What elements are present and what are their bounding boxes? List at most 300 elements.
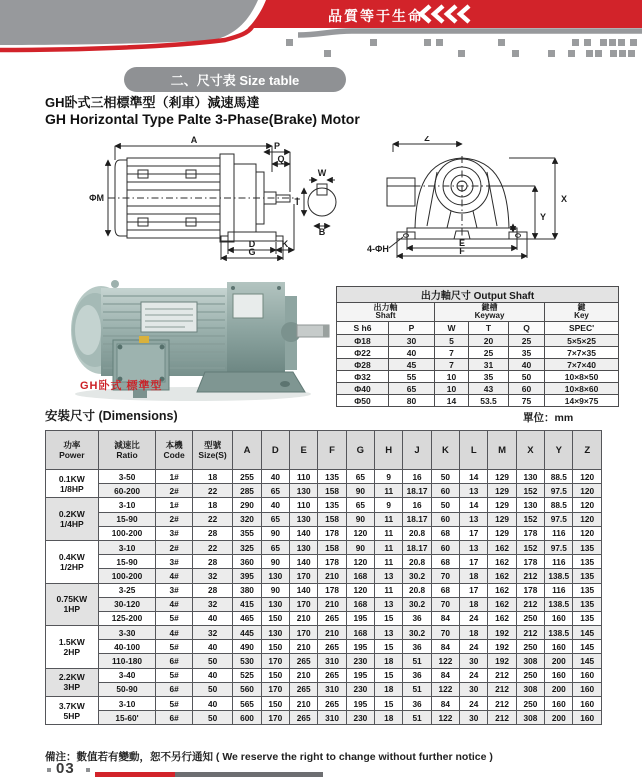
front-view-diagram: [365, 136, 600, 261]
cell: 200: [545, 682, 573, 696]
cell: 152: [516, 484, 544, 498]
cell: 310: [318, 654, 346, 668]
cell: 18: [192, 470, 233, 484]
cell: 60-200: [98, 484, 156, 498]
table-row: [46, 640, 602, 654]
column-header: SPEC': [545, 322, 619, 335]
cell: 162: [488, 540, 516, 554]
cell: 35: [469, 371, 509, 383]
cell: 13: [375, 597, 403, 611]
cell: 560: [233, 682, 261, 696]
cell: 170: [261, 682, 289, 696]
cell: 525: [233, 668, 261, 682]
cell: 40: [509, 359, 545, 371]
cell: 212: [488, 697, 516, 711]
cell: 355: [233, 526, 261, 540]
cell: 97.5: [545, 540, 573, 554]
cell: 13: [375, 569, 403, 583]
cell: 68: [431, 526, 459, 540]
column-header: Z: [573, 431, 602, 470]
cell: 212: [516, 569, 544, 583]
cell: 380: [233, 583, 261, 597]
cell: 84: [431, 640, 459, 654]
cell: 18: [375, 682, 403, 696]
cell: 120: [346, 555, 374, 569]
cell: 10×8×60: [545, 383, 619, 395]
cell: 31: [469, 359, 509, 371]
cell: 145: [573, 640, 602, 654]
cell: 50: [431, 498, 459, 512]
cell: 178: [516, 583, 544, 597]
cell: 120: [573, 498, 602, 512]
cell: 13: [460, 540, 488, 554]
table-row: [46, 498, 602, 512]
cell: 7: [435, 359, 469, 371]
cell: 120: [573, 470, 602, 484]
column-header: T: [469, 322, 509, 335]
cell: 565: [233, 697, 261, 711]
cell: 100-200: [98, 569, 156, 583]
cell: 120: [573, 526, 602, 540]
cell: 600: [233, 711, 261, 725]
cell: 160: [573, 711, 602, 725]
cell: 116: [545, 583, 573, 597]
cell: 490: [233, 640, 261, 654]
table-row: [46, 626, 602, 640]
cell: 3#: [156, 583, 192, 597]
cell: Φ28: [337, 359, 389, 371]
cell: 250: [516, 640, 544, 654]
cell: 84: [431, 697, 459, 711]
cell: 15-90: [98, 555, 156, 569]
cell: 178: [318, 555, 346, 569]
deco-squares-pattern: [270, 38, 642, 60]
cell: 162: [488, 583, 516, 597]
cell: 250: [516, 668, 544, 682]
cell: 130: [516, 470, 544, 484]
cell: 130: [290, 540, 318, 554]
dimensions-header-row: [46, 431, 602, 470]
cell: 24: [460, 697, 488, 711]
cell: 130: [261, 569, 289, 583]
output-shaft-header-row: [337, 322, 619, 335]
table-row: [46, 540, 602, 554]
cell: 40: [389, 347, 435, 359]
cell: 265: [318, 668, 346, 682]
table-row: [46, 711, 602, 725]
cell: 158: [318, 512, 346, 526]
dimensions-table: [45, 430, 602, 725]
cell: 43: [469, 383, 509, 395]
cell: 11: [375, 512, 403, 526]
svg-text:F: F: [459, 246, 465, 256]
cell: 465: [233, 611, 261, 625]
column-group-header: 鍵槽 Keyway: [435, 303, 545, 322]
cell: 150: [261, 611, 289, 625]
cell: 5#: [156, 668, 192, 682]
cell: 160: [573, 668, 602, 682]
cell: 16: [403, 470, 431, 484]
table-row: [46, 697, 602, 711]
dimensions-label: 安裝尺寸 (Dimensions): [45, 409, 178, 423]
table-row: [46, 611, 602, 625]
column-header: F: [318, 431, 346, 470]
cell: 135: [573, 555, 602, 569]
cell: 290: [233, 498, 261, 512]
cell: 135: [573, 540, 602, 554]
cell: 28: [192, 555, 233, 569]
cell: 2#: [156, 512, 192, 526]
cell: 16: [403, 498, 431, 512]
cell: 11: [375, 484, 403, 498]
cell: 210: [318, 626, 346, 640]
cell: 195: [346, 611, 374, 625]
title-zh: GH卧式三相標準型（剎車）減速馬達: [45, 95, 260, 110]
cell: 140: [290, 583, 318, 597]
cell: 51: [403, 711, 431, 725]
table-row: [46, 470, 602, 484]
cell: 6#: [156, 711, 192, 725]
column-header: P: [389, 322, 435, 335]
cell: 120: [346, 583, 374, 597]
cell: 265: [318, 697, 346, 711]
cell: 18.17: [403, 512, 431, 526]
column-header: M: [488, 431, 516, 470]
table-row: [337, 371, 619, 383]
cell: 32: [192, 597, 233, 611]
cell: 122: [431, 711, 459, 725]
column-group-header: 出力軸 Shaft: [337, 303, 435, 322]
cell: 178: [318, 583, 346, 597]
cell: 18: [375, 711, 403, 725]
cell: 2#: [156, 484, 192, 498]
cell: 212: [488, 668, 516, 682]
cell: 129: [488, 526, 516, 540]
power-cell: 0.75KW 1HP: [46, 583, 99, 626]
banner-slogan: 品質等于生命: [328, 8, 424, 24]
cell: 40: [261, 498, 289, 512]
column-header: L: [460, 431, 488, 470]
cell: 24: [460, 611, 488, 625]
cell: 265: [290, 682, 318, 696]
cell: 212: [488, 682, 516, 696]
cell: 129: [488, 498, 516, 512]
cell: 60: [509, 383, 545, 395]
cell: 135: [573, 583, 602, 597]
cell: 138.5: [545, 626, 573, 640]
cell: 308: [516, 711, 544, 725]
column-header: W: [435, 322, 469, 335]
cell: 65: [389, 383, 435, 395]
cell: 250: [516, 697, 544, 711]
cell: 129: [488, 484, 516, 498]
cell: 110-180: [98, 654, 156, 668]
photo-caption: GH卧式 標準型: [80, 380, 163, 392]
cell: 162: [488, 555, 516, 569]
cell: 84: [431, 611, 459, 625]
cell: 170: [261, 654, 289, 668]
cell: 15: [375, 697, 403, 711]
cell: 116: [545, 526, 573, 540]
cell: 3-10: [98, 498, 156, 512]
cell: 100-200: [98, 526, 156, 540]
cell: 40-100: [98, 640, 156, 654]
table-row: [46, 555, 602, 569]
chevrons-icon: [418, 4, 474, 24]
column-header: Q: [509, 322, 545, 335]
cell: 97.5: [545, 484, 573, 498]
cell: 7×7×35: [545, 347, 619, 359]
table-row: [46, 484, 602, 498]
cell: 168: [346, 569, 374, 583]
cell: 530: [233, 654, 261, 668]
cell: 36: [403, 668, 431, 682]
cell: 158: [318, 540, 346, 554]
cell: 70: [431, 569, 459, 583]
output-shaft-title: 出力軸尺寸 Output Shaft: [337, 287, 619, 303]
cell: 88.5: [545, 470, 573, 484]
cell: 122: [431, 682, 459, 696]
cell: 210: [318, 597, 346, 611]
cell: 36: [403, 640, 431, 654]
cell: 1#: [156, 498, 192, 512]
cell: 130: [261, 597, 289, 611]
cell: 60: [431, 484, 459, 498]
cell: 60: [431, 540, 459, 554]
cell: 140: [290, 526, 318, 540]
cell: 11: [375, 583, 403, 597]
cell: 90: [346, 540, 374, 554]
svg-text:P: P: [273, 141, 281, 151]
cell: 20: [469, 335, 509, 347]
cell: 170: [290, 569, 318, 583]
cell: 17: [460, 526, 488, 540]
cell: 24: [460, 668, 488, 682]
cell: 40: [261, 470, 289, 484]
cell: 210: [290, 668, 318, 682]
cell: 18.17: [403, 484, 431, 498]
cell: 50: [192, 711, 233, 725]
cell: 10×8×50: [545, 371, 619, 383]
cell: 22: [192, 484, 233, 498]
cell: 130: [290, 484, 318, 498]
cell: 6#: [156, 682, 192, 696]
svg-text:K: K: [281, 239, 289, 249]
cell: 360: [233, 555, 261, 569]
cell: 152: [516, 512, 544, 526]
cell: 192: [488, 626, 516, 640]
svg-text:W: W: [317, 168, 327, 178]
cell: 160: [545, 611, 573, 625]
cell: 18: [460, 569, 488, 583]
cell: 50: [192, 654, 233, 668]
table-row: [337, 383, 619, 395]
cell: 28: [192, 526, 233, 540]
cell: 15: [375, 611, 403, 625]
column-header: J: [403, 431, 431, 470]
cell: 50-90: [98, 682, 156, 696]
cell: 310: [318, 711, 346, 725]
cell: 195: [346, 697, 374, 711]
svg-text:E: E: [458, 238, 466, 248]
footer-bar-red: [95, 772, 175, 777]
cell: 15: [375, 668, 403, 682]
cell: 6#: [156, 654, 192, 668]
cell: 135: [573, 597, 602, 611]
column-header: X: [516, 431, 544, 470]
svg-text:Z: Z: [424, 136, 430, 143]
cell: 17: [460, 555, 488, 569]
cell: 24: [460, 640, 488, 654]
column-header: S h6: [337, 322, 389, 335]
cell: 18: [460, 626, 488, 640]
cell: 152: [516, 540, 544, 554]
cell: 192: [488, 654, 516, 668]
column-header: 型號 Size(S): [192, 431, 233, 470]
power-cell: 0.4KW 1/2HP: [46, 540, 99, 583]
cell: 150: [261, 697, 289, 711]
cell: 30-120: [98, 597, 156, 611]
cell: 5: [435, 335, 469, 347]
cell: 22: [192, 512, 233, 526]
cell: 3-10: [98, 540, 156, 554]
cell: 50: [431, 470, 459, 484]
cell: 40: [192, 611, 233, 625]
cell: 445: [233, 626, 261, 640]
cell: 97.5: [545, 512, 573, 526]
cell: 325: [233, 540, 261, 554]
bullet-icon: [47, 768, 51, 772]
cell: 20.8: [403, 583, 431, 597]
cell: 84: [431, 668, 459, 682]
cell: 3-30: [98, 626, 156, 640]
cell: 30.2: [403, 626, 431, 640]
cell: 130: [261, 626, 289, 640]
cell: 5×5×25: [545, 335, 619, 347]
table-row: [46, 597, 602, 611]
side-view-diagram: [60, 136, 350, 261]
cell: 70: [431, 626, 459, 640]
cell: 3#: [156, 555, 192, 569]
cell: 129: [488, 470, 516, 484]
cell: 150: [261, 640, 289, 654]
column-header: Y: [545, 431, 573, 470]
cell: 255: [233, 470, 261, 484]
column-header: D: [261, 431, 289, 470]
cell: 160: [545, 640, 573, 654]
output-shaft-group-header-row: [337, 303, 619, 322]
cell: 308: [516, 654, 544, 668]
cell: 18.17: [403, 540, 431, 554]
cell: 80: [389, 395, 435, 407]
cell: 170: [290, 626, 318, 640]
page-number: 03: [56, 760, 75, 777]
svg-text:Y: Y: [540, 212, 547, 222]
cell: 90: [346, 484, 374, 498]
cell: 68: [431, 555, 459, 569]
cell: 5#: [156, 611, 192, 625]
cell: 116: [545, 555, 573, 569]
cell: 36: [403, 611, 431, 625]
table-row: [46, 668, 602, 682]
cell: 40: [192, 640, 233, 654]
cell: 65: [261, 484, 289, 498]
cell: 210: [290, 697, 318, 711]
cell: 60: [431, 512, 459, 526]
cell: 160: [545, 668, 573, 682]
cell: 11: [375, 555, 403, 569]
section-pill-label: 二、尺寸表 Size table: [170, 73, 300, 88]
cell: 2#: [156, 540, 192, 554]
cell: 120: [573, 512, 602, 526]
cell: 35: [509, 347, 545, 359]
cell: 10: [435, 371, 469, 383]
cell: 10: [435, 383, 469, 395]
cell: 22: [192, 540, 233, 554]
cell: 14: [460, 470, 488, 484]
bullet-icon: [86, 768, 90, 772]
cell: 250: [516, 611, 544, 625]
cell: 4#: [156, 569, 192, 583]
power-cell: 0.2KW 1/4HP: [46, 498, 99, 541]
column-header: E: [290, 431, 318, 470]
cell: 265: [318, 611, 346, 625]
cell: 65: [346, 498, 374, 512]
cell: 3-10: [98, 697, 156, 711]
column-group-header: 鍵 Key: [545, 303, 619, 322]
cell: 145: [573, 626, 602, 640]
cell: 53.5: [469, 395, 509, 407]
cell: 135: [573, 569, 602, 583]
footer-note: 備注：數值若有變動，恕不另行通知 ( We reserve the right to change without further notice ): [45, 751, 493, 763]
cell: 160: [573, 697, 602, 711]
title-en: GH Horizontal Type Palte 3-Phase(Brake) Motor: [45, 111, 360, 127]
unit-label: 單位：mm: [523, 412, 574, 424]
table-row: [46, 654, 602, 668]
cell: 51: [403, 682, 431, 696]
cell: 120: [346, 526, 374, 540]
table-row: [46, 583, 602, 597]
cell: 18: [375, 654, 403, 668]
svg-text:A: A: [190, 136, 198, 145]
column-header: A: [233, 431, 261, 470]
cell: 178: [318, 526, 346, 540]
cell: 122: [431, 654, 459, 668]
svg-text:B: B: [318, 227, 326, 237]
cell: 125-200: [98, 611, 156, 625]
cell: 25: [509, 335, 545, 347]
cell: 15-90: [98, 512, 156, 526]
cell: 210: [318, 569, 346, 583]
cell: 7×7×40: [545, 359, 619, 371]
cell: 18: [192, 498, 233, 512]
cell: 168: [346, 626, 374, 640]
cell: 200: [545, 711, 573, 725]
cell: 30.2: [403, 569, 431, 583]
cell: 9: [375, 498, 403, 512]
table-row: [337, 347, 619, 359]
cell: 40: [192, 697, 233, 711]
cell: 110: [290, 498, 318, 512]
cell: 200: [545, 654, 573, 668]
cell: 3-40: [98, 668, 156, 682]
svg-text:ΦM: ΦM: [89, 193, 104, 203]
cell: 3#: [156, 526, 192, 540]
cell: 32: [192, 569, 233, 583]
cell: 90: [346, 512, 374, 526]
cell: 45: [389, 359, 435, 371]
cell: 28: [192, 583, 233, 597]
